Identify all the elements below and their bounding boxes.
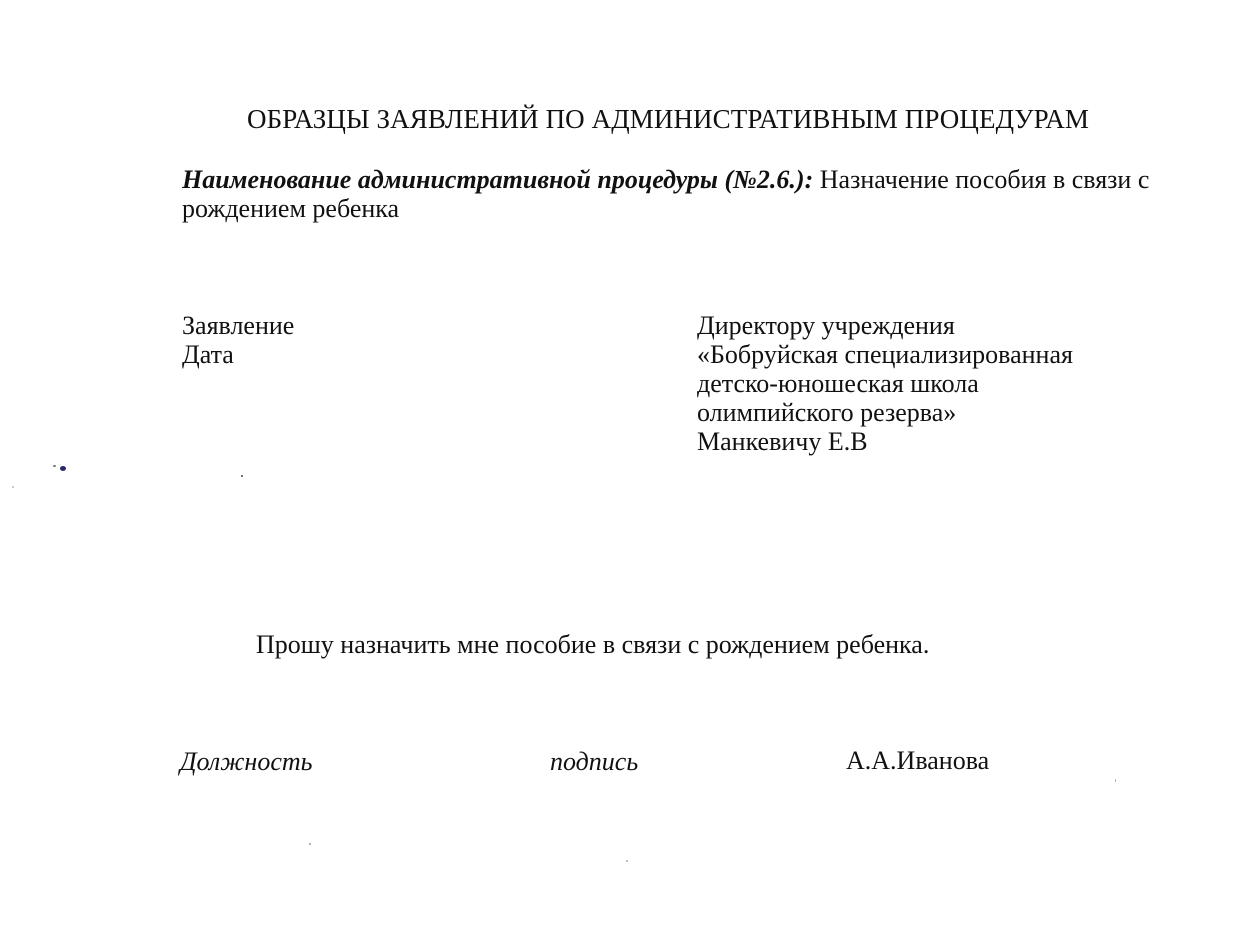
addressee-line: «Бобруйская специализированная — [697, 340, 1073, 369]
scan-speck — [60, 466, 66, 471]
addressee-line: олимпийского резерва» — [697, 398, 957, 427]
procedure-label: Наименование административной процедуры (№2.6.): — [182, 165, 814, 194]
scan-speck — [241, 475, 243, 477]
addressee-line: детско-юношеская школа — [697, 369, 979, 398]
scan-speck — [626, 860, 628, 862]
application-word: Заявление — [182, 311, 295, 340]
addressee-line: Манкевичу Е.В — [697, 427, 868, 456]
application-header — [182, 311, 294, 369]
procedure-name — [182, 165, 1172, 223]
date-label: Дата — [182, 340, 234, 369]
scan-speck — [309, 843, 311, 845]
signature-placeholder: подпись — [550, 747, 639, 776]
addressee-line: Директору учреждения — [697, 311, 955, 340]
signature-name: А.А.Иванова — [846, 746, 990, 775]
addressee-block — [697, 311, 1073, 456]
scan-speck — [53, 465, 56, 467]
signature-position: Должность — [180, 747, 313, 776]
scan-speck — [1115, 779, 1116, 782]
document-title: ОБРАЗЦЫ ЗАЯВЛЕНИЙ ПО АДМИНИСТРАТИВНЫМ ПРОЦЕДУРАМ — [247, 104, 1089, 134]
procedure-value: Назначение пособия в связи с рождением ребенка — [182, 165, 1150, 223]
scan-speck — [12, 486, 14, 488]
application-body: Прошу назначить мне пособие в связи с рождением ребенка. — [256, 630, 930, 659]
